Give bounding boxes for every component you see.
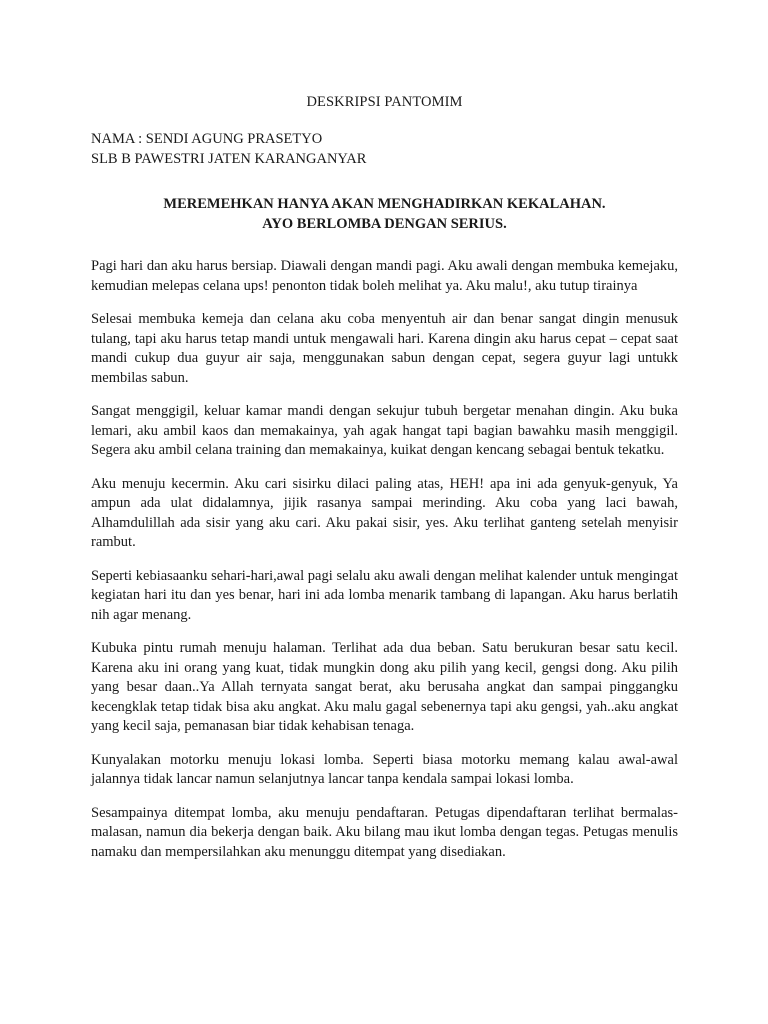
document-title: DESKRIPSI PANTOMIM bbox=[306, 94, 463, 110]
paragraph: Seperti kebiasaanku sehari-hari,awal pagi selalu aku awali dengan melihat kalender untuk mengingat kegiatan hari itu dan yes benar, hari ini ada lomba menarik tambang di lapangan. Aku harus berlatih nih agar menang. bbox=[91, 567, 678, 623]
motto-line-2: AYO BERLOMBA DENGAN SERIUS. bbox=[262, 216, 507, 232]
paragraph: Aku menuju kecermin. Aku cari sisirku dilaci paling atas, HEH! apa ini ada genyuk-genyuk, Ya ampun ada ulat didalamnya, jijik rasanya sampai merinding. Aku coba yang laci bawah, Alhamdulillah ada sisir yang aku cari. Aku pakai sisir, yes. Aku terlihat ganteng setelah menyisir rambut. bbox=[91, 475, 678, 550]
paragraph: Kunyalakan motorku menuju lokasi lomba. Seperti biasa motorku memang kalau awal-awal jalannya tidak lancar namun selanjutnya lancar tanpa kendala sampai lokasi lomba. bbox=[91, 751, 678, 787]
motto-line-1: MEREMEHKAN HANYA AKAN MENGHADIRKAN KEKALAHAN. bbox=[163, 196, 606, 212]
school-line: SLB B PAWESTRI JATEN KARANGANYAR bbox=[91, 151, 367, 167]
motto bbox=[91, 194, 678, 234]
author-info bbox=[91, 129, 678, 169]
author-name-line: NAMA : SENDI AGUNG PRASETYO bbox=[91, 131, 323, 147]
paragraph: Kubuka pintu rumah menuju halaman. Terlihat ada dua beban. Satu berukuran besar satu kecil. Karena aku ini orang yang kuat, tidak mungkin dong aku pilih yang kecil, gengsi dong. Aku pilih yang besar daan..Ya Allah ternyata sangat berat, aku berusaha angkat dan sampai pinggangku kecengklak tetap tidak bisa aku angkat. Aku malu gagal sebenernya tapi aku gengsi, yah..aku angkat yang kecil saja, pemanasan biar tidak kehabisan tenaga. bbox=[91, 640, 678, 734]
paragraph: Pagi hari dan aku harus bersiap. Diawali dengan mandi pagi. Aku awali dengan membuka kemejaku, kemudian melepas celana ups! penonton tidak boleh melihat ya. Aku malu!, aku tutup tirainya bbox=[91, 258, 678, 294]
document-body bbox=[91, 257, 678, 862]
paragraph: Selesai membuka kemeja dan celana aku coba menyentuh air dan benar sangat dingin menusuk tulang, tapi aku harus tetap mandi untuk mengawali hari. Karena dingin aku harus cepat – cepat saat mandi cukup dua guyur air saja, menggunakan sabun dengan cepat, segera guyur lagi untukk membilas sabun. bbox=[91, 311, 678, 386]
paragraph: Sesampainya ditempat lomba, aku menuju pendaftaran. Petugas dipendaftaran terlihat bermalas-malasan, namun dia bekerja dengan baik. Aku bilang mau ikut lomba dengan tegas. Petugas menulis namaku dan mempersilahkan aku menunggu ditempat yang disediakan. bbox=[91, 804, 678, 860]
paragraph: Sangat menggigil, keluar kamar mandi dengan sekujur tubuh bergetar menahan dingin. Aku buka lemari, aku ambil kaos dan memakainya, yah agak hangat tapi bagian bawahku masih menggigil. Segera aku ambil celana training dan memakainya, kuikat dengan kencang sebagai bentuk tekatku. bbox=[91, 403, 678, 458]
